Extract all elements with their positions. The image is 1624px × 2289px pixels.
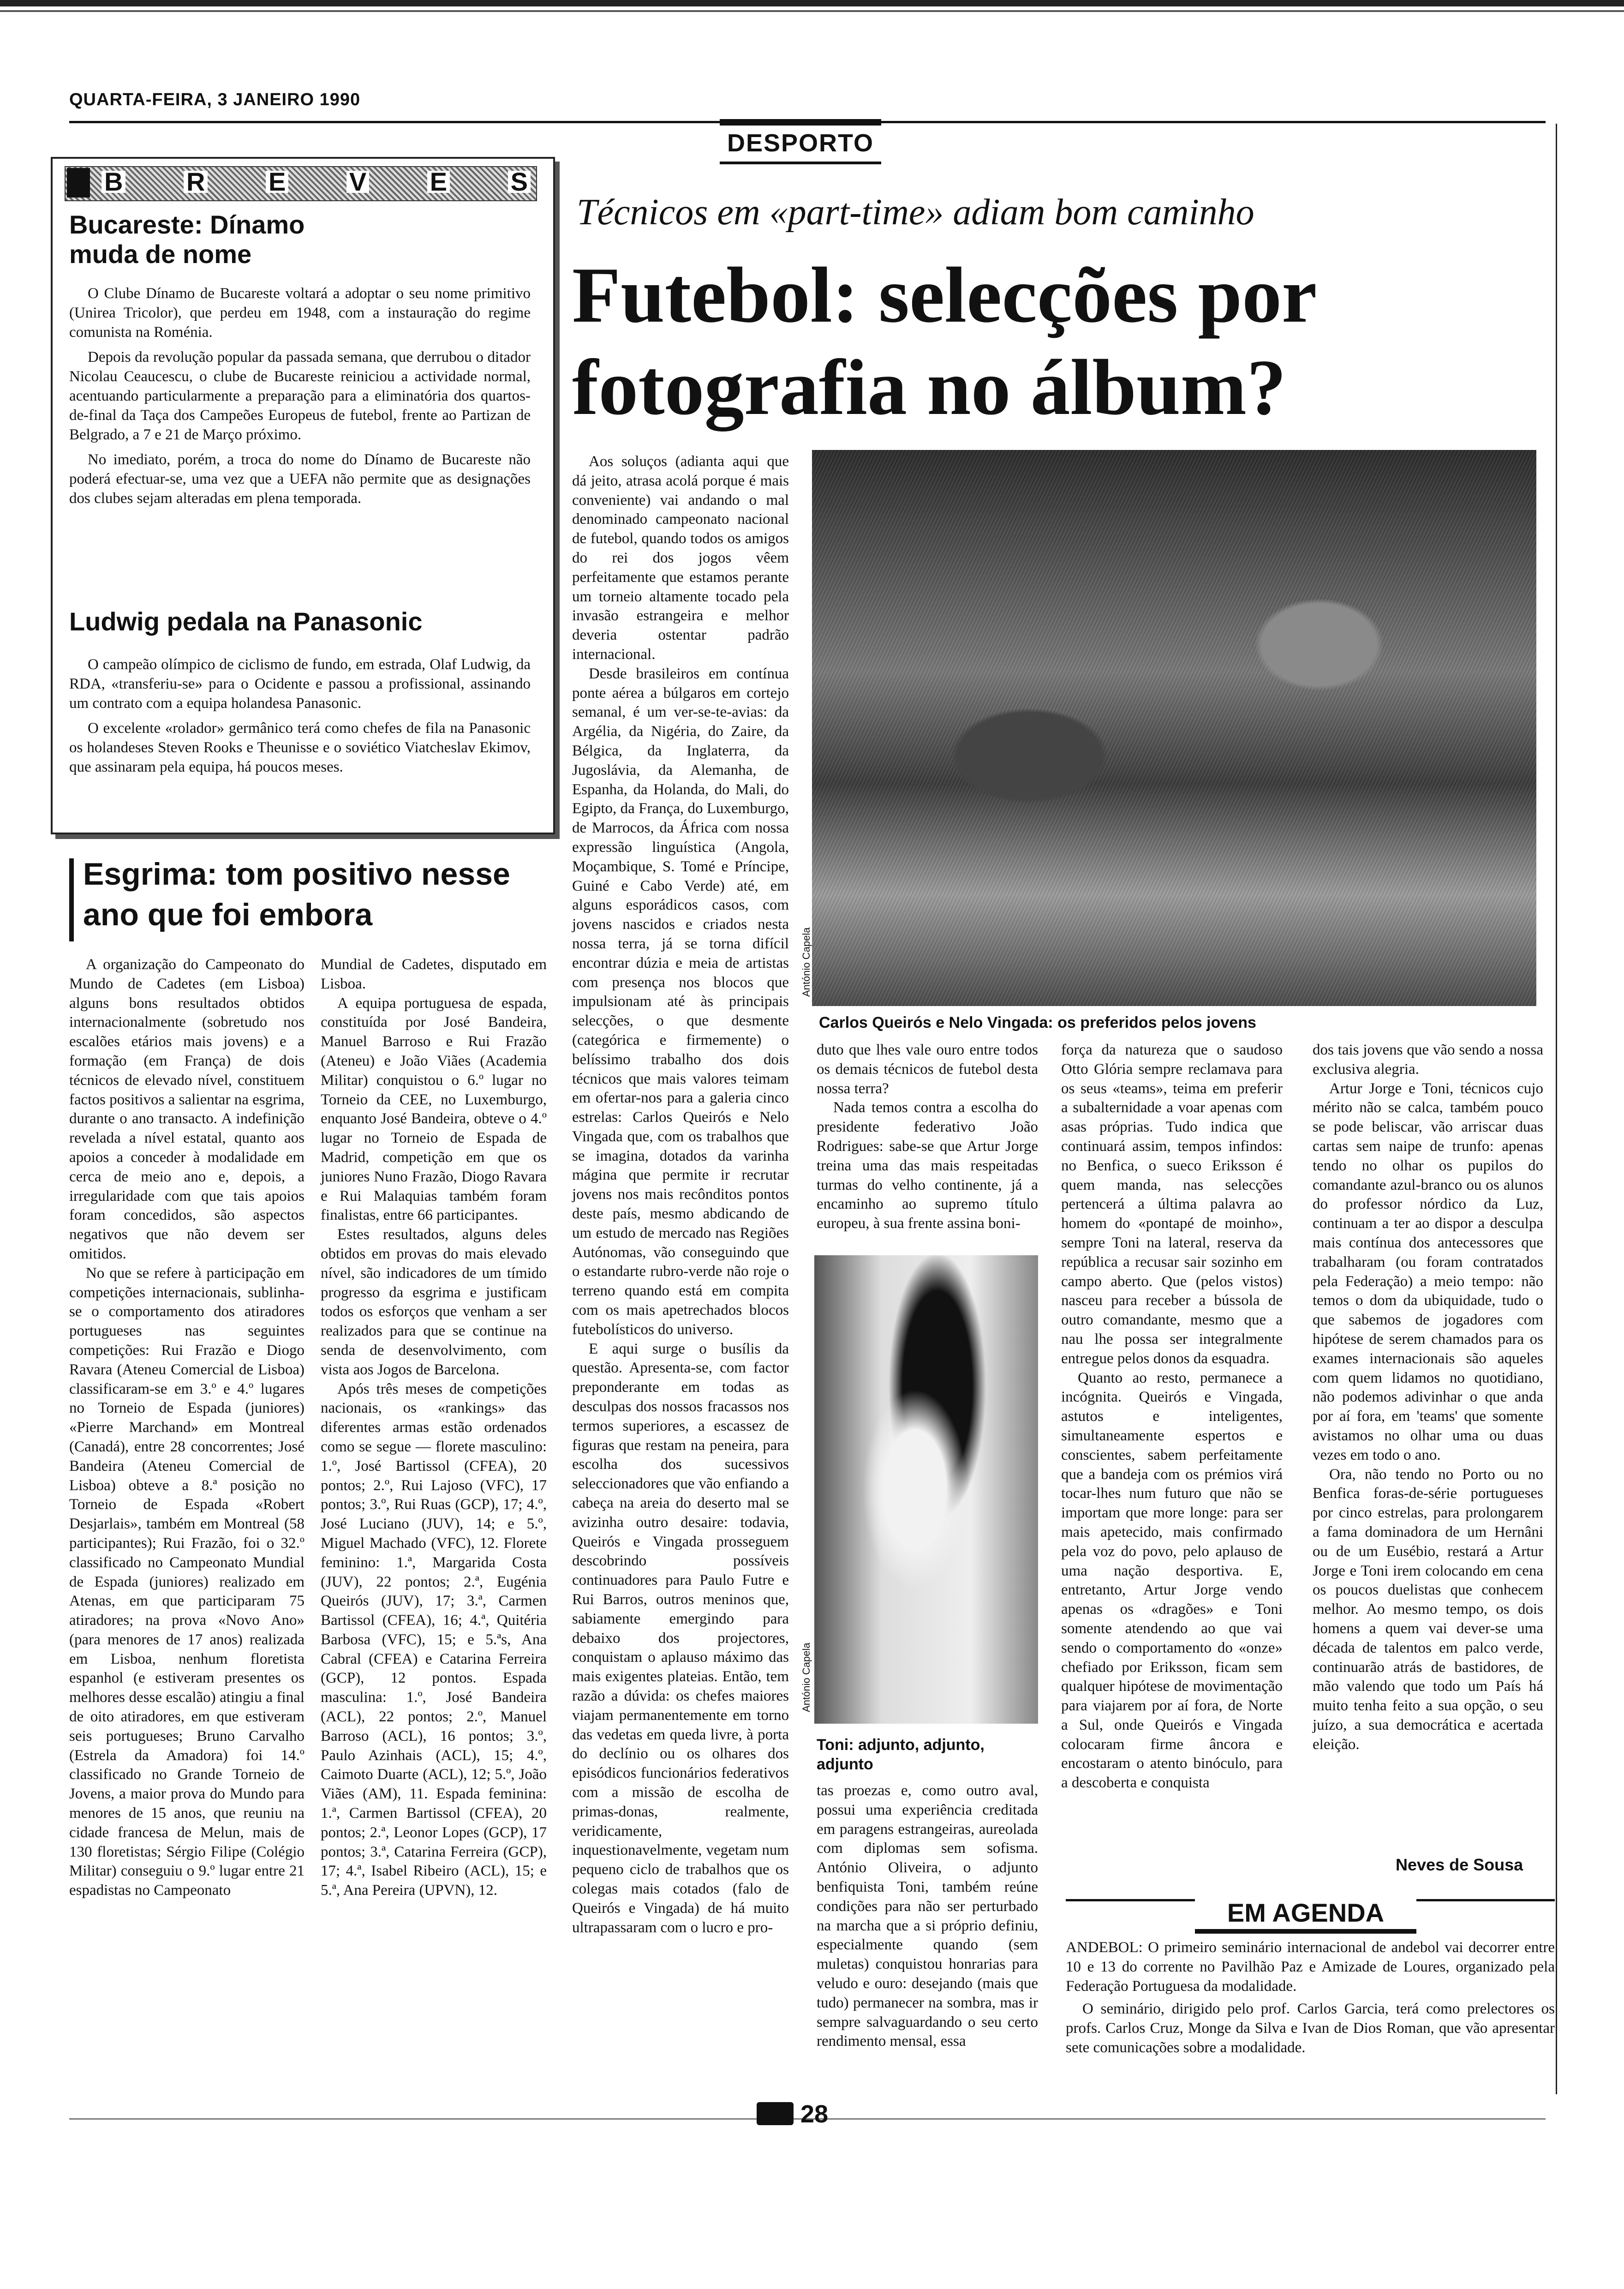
breves-letters [102, 165, 531, 198]
agenda-body [1066, 1938, 1555, 2058]
article-column-2-top [817, 1041, 1038, 1234]
paragraph: No imediato, porém, a troca do nome do Dínamo de Bucareste não poderá efectuar-se, uma vez que a UEFA não permite que as designações dos clubes sejam alteradas em plena temporada. [69, 451, 531, 507]
paragraph: Nada temos contra a escolha do presidente federativo João Rodrigues: sabe-se que Artur Jorge treina uma das mais respeitadas turmas do velho continente, já a encaminho ao supremo título europeu, à sua frente assina boni- [817, 1099, 1038, 1232]
paragraph: O excelente «rolador» germânico terá como chefes de fila na Panasonic os holandeses Steven Rooks e Theunisse e o soviético Viatcheslav Ekimov, que assinaram pela equipa, há poucos meses. [69, 720, 531, 775]
breves-item-2 [69, 607, 531, 777]
paragraph: E aqui surge o busílis da questão. Apresenta-se, com factor preponderante em todas as desculpas dos nossos fracassos nos termos superiores, a escassez de figuras que restam na peneira, para escolha dos sucessivos seleccionadores que vão enfiando a cabeça na areia do deserto mal se avizinha outro desaire: todavia, Queirós e Vingada prosseguem descobrindo possíveis continuadores para Paulo Futre e Rui Barros, outros meninos que, sabiamente emergindo para debaixo dos projectores, conquistam o aplauso máximo das mais exigentes plateias. Então, tem razão a dúvida: os chefes maiores viajam permanentemente em torno das vedetas em queda livre, à porta do declínio ou os olhares dos episódicos funcionários federativos com a missão de escolha de primas-donas, realmente, veridicamente, inquestionavelmente, vegetam num pequeno ciclo de trabalhos que os colegas mais cotados (falo de Queirós e Vingada) de há muito ultrapassaram com o lucro e pro- [572, 1340, 789, 1936]
breves-letter: S [508, 171, 531, 193]
paragraph: A organização do Campeonato do Mundo de Cadetes (em Lisboa) alguns bons resultados obtidos internacionalmente (sobretudo nos escalões etários mais jovens) e a formação (em França) de dois técnicos de elevado nível, constituem factos positivos a salientar na esgrima, durante o ano transacto. A indefinição revelada a nível estatal, quanto aos apoios a conceder à modalidade em cerca de meio ano e, depois, a irregularidade com que tais apoios foram concedidos, são aspectos negativos que não devem ser omitidos. [69, 956, 304, 1262]
photo-toni-portrait [814, 1255, 1038, 1724]
page-date: QUARTA-FEIRA, 3 JANEIRO 1990 [69, 90, 361, 109]
article-column-1 [572, 452, 789, 1937]
article-column-3 [1061, 1041, 1283, 1793]
paragraph: tas proezas e, como outro aval, possui uma experiência creditada em paragens estrangeiras, aureolada com diplomas sem sofisma. António Oliveira, o adjunto benfiquista Toni, também reúne condições para não ser perturbado na marcha que a si próprio definiu, especialmente quando (sem muletas) conquistou honrarias para veludo e ouro: desejando (mais que tudo) permanecer na sombra, mas ir sempre salvaguardando o seu certo rendimento mensal, essa [817, 1782, 1038, 2050]
top-border [0, 0, 1624, 6]
paragraph: No que se refere à participação em competições internacionais, sublinha-se o comportamento dos atiradores portugueses nas seguintes competições: Rui Frazão e Diogo Ravara (Ateneu Comercial de Lisboa) classificaram-se em 3.º e 4.º lugares no Torneio de Espada (juniores) «Pierre Marchand» em Montreal (Canadá), entre 28 concorrentes; José Bandeira (Ateneu Comercial de Lisboa) obteve a 8.ª posição no Torneio de Espada «Robert Desjarlais», também em Montreal (58 participantes); Rui Frazão, foi o 32.º classificado no Campeonato Mundial de Espada (juniores) realizado em Atenas, em que participaram 75 atiradores; na prova «Novo Ano» (para menores de 17 anos) realizada em Lisboa, nenhum floretista espanhol (e estiveram presentes os melhores desse escalão) atingiu a final de oito atiradores, em que estiveram seis portugueses; Bruno Carvalho (Estrela da Amadora) foi 14.º classificado no Grande Torneio de Jovens, a maior prova do Mundo para menores de 15 anos, que reuniu na cidade francesa de Melun, mais de 130 floretistas; Sérgio Filipe (Colégio Militar) conseguiu o 9.º lugar entre 21 espadistas no Campeonato [69, 1264, 304, 1899]
breves-block-icon [67, 168, 90, 198]
paragraph: Após três meses de competições nacionais, os «rankings» das diferentes armas estão ordenados como se segue — florete masculino: 1.º, José Bartissol (CFEA), 20 pontos; 2.º, Rui Lajoso (VFC), 17 pontos; 3.º, Rui Ruas (GCP), 17; 4.º, José Luciano (JUV), 14; e 5.º, Miguel Machado (VFC), 12. Florete feminino: 1.ª, Margarida Costa (JUV), 22 pontos; 2.ª, Eugénia Queirós (JUV), 17; 3.ª, Carmen Bartissol (CFEA), 16; 4.ª, Quitéria Barbosa (VFC), 15; e 5.ªs, Ana Cabral (CFEA) e Catarina Ferreira (GCP), 12 pontos. Espada masculina: 1.º, José Bandeira (ACL), 22 pontos; 2.º, Manuel Barroso (ACL), 16 pontos; 3.º, Paulo Azinhais (ACL), 15; 4.º, Caimoto Duarte (ACL), 12; 5.º, João Viães (AM), 11. Espada feminina: 1.ª, Carmen Bartissol (CFEA), 20 pontos; 2.ª, Leonor Lopes (GCP), 17 pontos; 3.ª, Catarina Ferreira (GCP), 17; 4.ª, Isabel Ribeiro (ACL), 15; e 5.ª, Ana Pereira (UPVN), 12. [321, 1380, 547, 1899]
esgrima-column-2 [321, 955, 547, 1900]
photo-caption: Carlos Queirós e Nelo Vingada: os preferidos pelos jovens [819, 1014, 1256, 1031]
photo-coaches-with-players [812, 450, 1536, 1006]
esgrima-headline: Esgrima: tom positivo nesse ano que foi embora [83, 857, 510, 932]
paragraph: Estes resultados, alguns deles obtidos em provas do mais elevado nível, são indicadores de um tímido progresso da esgrima e justificam todos os esforços que venham a ser realizados para que se continue na senda de desenvolvimento, com vista aos Jogos de Barcelona. [321, 1226, 547, 1378]
top-border-thin [0, 10, 1624, 12]
photo-credit: António Capela [800, 1642, 812, 1712]
photo-caption: Toni: adjunto, adjunto, adjunto [817, 1736, 985, 1773]
breves-item-1-body [69, 284, 531, 508]
breves-letter: B [102, 171, 125, 193]
breves-letter: E [427, 171, 450, 193]
article-author: Neves de Sousa [1396, 1855, 1523, 1874]
paragraph: Ora, não tendo no Porto ou no Benfica foras-de-série portugueses por cinco estrelas, para prolongarem a fama dominadora de um Hernâni ou de um Eusébio, restará a Artur Jorge e Toni irem colocando em cena os poucos duelistas que conhecem melhor. Ao mesmo tempo, os dois homens a quem vai dever-se uma década de talentos em palco verde, continuarão atrás de bastidores, de mão valendo que todo um País há muito tenha feito a sua opção, o seu juízo, a sua democrática e acertada eleição. [1313, 1466, 1543, 1753]
photo-credit: António Capela [800, 927, 812, 997]
breves-letter: V [346, 171, 369, 193]
breves-letter: R [184, 171, 208, 193]
breves-letter: E [266, 171, 288, 193]
breves-item-2-title: Ludwig pedala na Panasonic [69, 607, 423, 636]
agenda-title: EM AGENDA [1195, 1897, 1416, 1934]
paragraph: força da natureza que o saudoso Otto Glória sempre reclamava para os seus «teams», teima em preferir a subalternidade a voar apenas com asas próprias. Tudo indica que continuará assim, tempos infindos: no Benfica, o sueco Eriksson é quem manda, nas selecções pertencerá a última palavra ao homem do «pontapé de moinho», sempre Toni na lateral, reserva da república a recusar sair sozinho em campo aberto. Que (pelos vistos) nasceu para receber a bússola de outro comandante, mesmo que a nau lhe possa ser integralmente entregue pelos donos da esquadra. [1061, 1042, 1283, 1367]
section-label: DESPORTO [720, 119, 881, 167]
paragraph: Desde brasileiros em contínua ponte aérea a búlgaros em cortejo semanal, é um ver-se-te-avias: da Argélia, da Nigéria, do Zaire, da Bélgica, da Inglaterra, da Jugoslávia, da Alemanha, de Espanha, da Holanda, do Mali, do Egipto, da França, do Luxemburgo, de Marrocos, da África com nossa expressão linguística (Angola, Moçambique, S. Tomé e Príncipe, Guiné e Cabo Verde) até, em alguns esporádicos casos, com jovens nascidos e criados nesta nossa terra, já se torna difícil encontrar dúzia e meia de artistas com presença nos blocos que impulsionam até às principais selecções, o que desmente (categórica e firmemente) o belíssimo trabalho dos dois técnicos que mais valores teimam em ofertar-nos para a galeria cinco estrelas: Carlos Queirós e Nelo Vingada que, com os trabalhos que se imagina, dotados da varinha mágina que permite ir recrutar jovens nos mais recônditos pontos deste país, mesmo abdicando de um estudo de mercado nas Regiões Autónomas, vão conseguindo que o estandarte rubro-verde não roje o terreno quando está em compita com os mais apetrechados blocos futebolísticos do universo. [572, 665, 789, 1338]
article-column-2-bottom [817, 1781, 1038, 2051]
paragraph: O campeão olímpico de ciclismo de fundo, em estrada, Olaf Ludwig, da RDA, «transferiu-se» para o Ocidente e passou a profissional, assinando um contrato com a equipa holandesa Panasonic. [69, 656, 531, 712]
paragraph: Aos soluços (adianta aqui que dá jeito, atrasa acolá porque é mais conveniente) vai andando o mal denominado campeonato nacional de futebol, quando todos os amigos do rei dos jogos vêem perfeitamente que estamos perante um torneio altamente tocado pela invasão estrangeira e melhor deveria ostentar padrão internacional. [572, 453, 789, 663]
paragraph: duto que lhes vale ouro entre todos os demais técnicos de futebol desta nossa terra? [817, 1042, 1038, 1097]
esgrima-rule [69, 858, 74, 941]
paragraph: ANDEBOL: O primeiro seminário internacional de andebol vai decorrer entre 10 e 13 do corrente no Pavilhão Paz e Amizade de Loures, organizado pela Federação Portuguesa da modalidade. [1066, 1939, 1555, 1995]
breves-item-1-title: Bucareste: Dínamo muda de nome [69, 210, 305, 269]
section-rule [720, 162, 881, 164]
paragraph: A equipa portuguesa de espada, constituída por José Bandeira, Manuel Barroso e Rui Frazão (Ateneu) e João Viães (Academia Militar) conquistou o 6.º lugar no Torneio da CEE, no Luxemburgo, enquanto José Bandeira, obteve o 4.º lugar no Torneio de Espada de Madrid, competição em que os juniores Nuno Frazão, Diogo Ravara e Rui Malaquias também foram finalistas, entre 66 participantes. [321, 995, 547, 1224]
breves-item-1 [69, 210, 531, 508]
article-kicker: Técnicos em «part-time» adiam bom caminho [577, 192, 1254, 233]
paragraph: dos tais jovens que vão sendo a nossa exclusiva alegria. [1313, 1042, 1543, 1078]
paragraph: Quanto ao resto, permanece a incógnita. Queirós e Vingada, astutos e inteligentes, simultaneamente espertos e conscientes, sabem perfeitamente que a bandeja com os prémios virá tocar-lhes num futuro que não se importam que more longe: para ser mais apetecido, mais confirmado pela voz do povo, pelo aplauso de uma nação desportiva. E, entretanto, Artur Jorge vendo apenas os «dragões» e Toni somente atendendo ao que vai sendo o comportamento do «onze» chefiado por Eriksson, ficam sem qualquer hipótese de movimentação para viajarem por aí fora, de Norte a Sul, onde Queirós e Vingada colocaram firme âncora e encostaram o atento binóculo, para a descoberta e conquista [1061, 1369, 1283, 1792]
page-number: 28 [800, 2100, 829, 2128]
paragraph: O seminário, dirigido pelo prof. Carlos Garcia, terá como prelectores os profs. Carlos Cruz, Monge da Silva e Ivan de Dios Roman, que vão apresentar sete comunicações sobre a modalidade. [1066, 2001, 1555, 2056]
article-column-4 [1313, 1041, 1543, 1754]
paragraph: Depois da revolução popular da passada semana, que derrubou o ditador Nicolau Ceaucescu, o clube de Bucareste reiniciou a actividade normal, acentuando particularmente a preparação para a eliminatória dos quartos-de-final da Taça dos Campeões Europeus de futebol, frente ao Partizan de Belgrado, a 7 e 21 de Março próximo. [69, 349, 531, 443]
esgrima-column-1 [69, 955, 304, 1900]
breves-item-2-body [69, 655, 531, 777]
paragraph: Mundial de Cadetes, disputado em Lisboa. [321, 956, 547, 992]
paragraph: Artur Jorge e Toni, técnicos cujo mérito não se calca, também pouco se pode beliscar, vão arriscar duas cartas sem naipe de trunfo: apenas tendo no olhar os pupilos do comandante azul-branco ou os alunos do professor nórdico da Luz, continuam a ter ao dispor a desculpa mais contínua dos antecessores que trabalharam (ou foram contratados pela Federação) a meio tempo: não temos o dom da ubiquidade, tudo o que sabemos de jogadores com hipótese de serem chamados para os exames internacionais são aqueles com quem lidamos no quotidiano, não podemos adivinhar o que anda por aí fora, em 'teams' que somente avistamos no olhar uma ou duas vezes em todo o ano. [1313, 1080, 1543, 1463]
article-headline: Futebol: selecções por fotografia no álbum? [572, 252, 1316, 431]
newspaper-logo-icon [757, 2102, 794, 2125]
paragraph: O Clube Dínamo de Bucareste voltará a adoptar o seu nome primitivo (Unirea Tricolor), que perdeu em 1948, com a instauração do regime comunista na Roménia. [69, 285, 531, 341]
